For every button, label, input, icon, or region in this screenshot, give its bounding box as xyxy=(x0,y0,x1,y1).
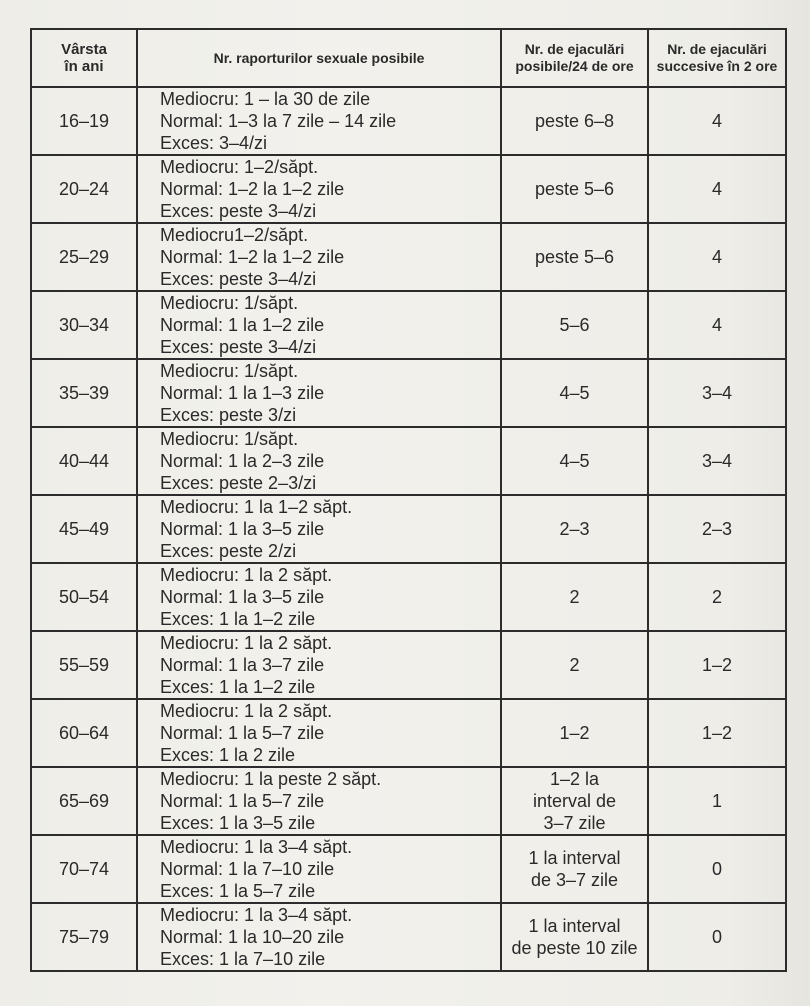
ejaculations-24h-cell xyxy=(501,699,648,767)
frequency-line: Normal: 1 la 1–2 zile xyxy=(160,315,325,335)
frequency-line: Mediocru: 1 – la 30 de zile xyxy=(160,89,371,109)
frequency-line: Normal: 1 la 5–7 zile xyxy=(160,723,325,743)
ejaculations-24h-line: 2–3 xyxy=(559,519,590,539)
frequency-line: Exces: peste 2/zi xyxy=(160,541,297,561)
sexual-relations-cell xyxy=(137,699,501,767)
age-range-cell: 25–29 xyxy=(31,223,137,291)
sexual-relations-cell xyxy=(137,427,501,495)
ejaculations-2h-cell: 4 xyxy=(648,87,786,155)
sexual-relations-cell xyxy=(137,903,501,971)
table-row xyxy=(31,835,786,903)
ejaculations-24h-line: 2 xyxy=(569,587,580,607)
ejaculations-2h-cell: 4 xyxy=(648,155,786,223)
frequency-line: Exces: 1 la 1–2 zile xyxy=(160,609,316,629)
ejaculations-24h-cell xyxy=(501,835,648,903)
table-row xyxy=(31,563,786,631)
frequency-line: Exces: 1 la 7–10 zile xyxy=(160,949,326,969)
age-range-cell: 65–69 xyxy=(31,767,137,835)
age-range-cell: 20–24 xyxy=(31,155,137,223)
frequency-line: Normal: 1 la 3–7 zile xyxy=(160,655,325,675)
sexual-relations-cell xyxy=(137,291,501,359)
frequency-line: Normal: 1 la 1–3 zile xyxy=(160,383,325,403)
table-row xyxy=(31,495,786,563)
ejaculations-24h-line: 2 xyxy=(569,655,580,675)
frequency-line: Normal: 1 la 5–7 zile xyxy=(160,791,325,811)
frequency-line: Exces: 1 la 1–2 zile xyxy=(160,677,316,697)
ejaculations-24h-line: peste 5–6 xyxy=(534,247,615,267)
ejaculations-24h-line: 3–7 zile xyxy=(543,813,606,833)
table-row xyxy=(31,699,786,767)
ejaculations-24h-cell xyxy=(501,903,648,971)
ejaculations-24h-line: 4–5 xyxy=(559,383,590,403)
table-row xyxy=(31,87,786,155)
frequency-line: Exces: 3–4/zi xyxy=(160,133,268,153)
ejaculations-24h-line: 4–5 xyxy=(559,451,590,471)
age-range-cell: 70–74 xyxy=(31,835,137,903)
ejaculations-2h-cell: 1–2 xyxy=(648,699,786,767)
ejaculations-2h-cell: 4 xyxy=(648,291,786,359)
ejaculations-24h-line: de peste 10 zile xyxy=(511,938,638,958)
ejaculations-24h-line: de 3–7 zile xyxy=(530,870,619,890)
ejaculations-24h-cell xyxy=(501,767,648,835)
table-body xyxy=(31,87,786,971)
frequency-line: Exces: peste 3–4/zi xyxy=(160,269,317,289)
ejaculations-2h-cell: 0 xyxy=(648,903,786,971)
table-row xyxy=(31,223,786,291)
ejaculations-2h-cell: 3–4 xyxy=(648,427,786,495)
ejaculations-24h-line: interval de xyxy=(532,791,617,811)
table-row xyxy=(31,359,786,427)
age-range-cell: 55–59 xyxy=(31,631,137,699)
frequency-line: Mediocru: 1 la 2 săpt. xyxy=(160,633,333,653)
header-age-line: în ani xyxy=(64,58,104,75)
ejaculations-2h-cell: 2–3 xyxy=(648,495,786,563)
ejaculations-24h-line: 5–6 xyxy=(559,315,590,335)
header-age xyxy=(31,29,137,87)
frequency-line: Normal: 1–2 la 1–2 zile xyxy=(160,247,345,267)
ejaculations-24h-cell xyxy=(501,87,648,155)
table-row xyxy=(31,155,786,223)
frequency-line: Exces: 1 la 5–7 zile xyxy=(160,881,316,901)
table-row xyxy=(31,767,786,835)
sexual-relations-cell xyxy=(137,767,501,835)
frequency-line: Normal: 1 la 2–3 zile xyxy=(160,451,325,471)
frequency-line: Mediocru: 1 la 2 săpt. xyxy=(160,565,333,585)
frequency-line: Mediocru: 1 la 3–4 săpt. xyxy=(160,837,353,857)
sexual-relations-cell xyxy=(137,359,501,427)
age-range-cell: 30–34 xyxy=(31,291,137,359)
age-range-cell: 45–49 xyxy=(31,495,137,563)
ejaculations-2h-cell: 3–4 xyxy=(648,359,786,427)
frequency-line: Mediocru: 1 la 2 săpt. xyxy=(160,701,333,721)
sexual-relations-cell xyxy=(137,563,501,631)
frequency-line: Normal: 1–2 la 1–2 zile xyxy=(160,179,345,199)
ejaculations-24h-cell xyxy=(501,563,648,631)
ejaculations-2h-cell: 2 xyxy=(648,563,786,631)
frequency-line: Mediocru: 1–2/săpt. xyxy=(160,157,319,177)
header-ejaculations-2h xyxy=(648,29,786,87)
ejaculations-2h-cell: 4 xyxy=(648,223,786,291)
sexual-relations-cell xyxy=(137,631,501,699)
frequency-line: Mediocru: 1 la 1–2 săpt. xyxy=(160,497,353,517)
frequency-line: Mediocru: 1 la peste 2 săpt. xyxy=(160,769,382,789)
age-range-cell: 60–64 xyxy=(31,699,137,767)
frequency-line: Exces: peste 3/zi xyxy=(160,405,297,425)
header-age-line: Vârsta xyxy=(61,41,107,58)
frequency-line: Exces: 1 la 2 zile xyxy=(160,745,296,765)
header-ejac2-line: succesive în 2 ore xyxy=(656,58,778,74)
ejaculations-24h-line: peste 5–6 xyxy=(534,179,615,199)
frequency-line: Mediocru: 1/săpt. xyxy=(160,429,299,449)
ejaculations-24h-line: 1–2 xyxy=(559,723,590,743)
sexual-relations-cell xyxy=(137,495,501,563)
frequency-line: Normal: 1 la 7–10 zile xyxy=(160,859,335,879)
sexual-activity-table xyxy=(30,28,787,972)
ejaculations-24h-cell xyxy=(501,495,648,563)
ejaculations-24h-cell xyxy=(501,359,648,427)
table-row xyxy=(31,291,786,359)
ejaculations-24h-line: 1–2 la xyxy=(549,769,600,789)
frequency-line: Exces: 1 la 3–5 zile xyxy=(160,813,316,833)
frequency-line: Exces: peste 3–4/zi xyxy=(160,337,317,357)
ejaculations-2h-cell: 1 xyxy=(648,767,786,835)
header-sexual-relations: Nr. raporturilor sexuale posibile xyxy=(137,29,501,87)
ejaculations-24h-line: peste 6–8 xyxy=(534,111,615,131)
ejaculations-24h-cell xyxy=(501,291,648,359)
header-ejaculations-24h xyxy=(501,29,648,87)
sexual-relations-cell xyxy=(137,87,501,155)
table-row xyxy=(31,427,786,495)
ejaculations-24h-line: 1 la interval xyxy=(528,916,621,936)
age-range-cell: 35–39 xyxy=(31,359,137,427)
header-ejac2-line: Nr. de ejaculări xyxy=(667,41,767,57)
header-ejac24-line: posibile/24 de ore xyxy=(515,58,634,74)
frequency-line: Exces: peste 2–3/zi xyxy=(160,473,317,493)
age-range-cell: 50–54 xyxy=(31,563,137,631)
sexual-relations-cell xyxy=(137,835,501,903)
sexual-relations-cell xyxy=(137,155,501,223)
frequency-line: Exces: peste 3–4/zi xyxy=(160,201,317,221)
ejaculations-2h-cell: 1–2 xyxy=(648,631,786,699)
age-range-cell: 75–79 xyxy=(31,903,137,971)
table-header-row xyxy=(31,29,786,87)
frequency-line: Mediocru1–2/săpt. xyxy=(160,225,309,245)
ejaculations-24h-cell xyxy=(501,631,648,699)
ejaculations-24h-cell xyxy=(501,427,648,495)
ejaculations-2h-cell: 0 xyxy=(648,835,786,903)
frequency-line: Normal: 1 la 10–20 zile xyxy=(160,927,345,947)
frequency-line: Normal: 1 la 3–5 zile xyxy=(160,587,325,607)
table-row xyxy=(31,903,786,971)
frequency-line: Normal: 1 la 3–5 zile xyxy=(160,519,325,539)
ejaculations-24h-cell xyxy=(501,155,648,223)
frequency-line: Mediocru: 1 la 3–4 săpt. xyxy=(160,905,353,925)
frequency-line: Normal: 1–3 la 7 zile – 14 zile xyxy=(160,111,397,131)
ejaculations-24h-cell xyxy=(501,223,648,291)
age-range-cell: 16–19 xyxy=(31,87,137,155)
ejaculations-24h-line: 1 la interval xyxy=(528,848,621,868)
sexual-relations-cell xyxy=(137,223,501,291)
age-range-cell: 40–44 xyxy=(31,427,137,495)
table-row xyxy=(31,631,786,699)
header-ejac24-line: Nr. de ejaculări xyxy=(524,41,625,57)
frequency-line: Mediocru: 1/săpt. xyxy=(160,361,299,381)
frequency-line: Mediocru: 1/săpt. xyxy=(160,293,299,313)
